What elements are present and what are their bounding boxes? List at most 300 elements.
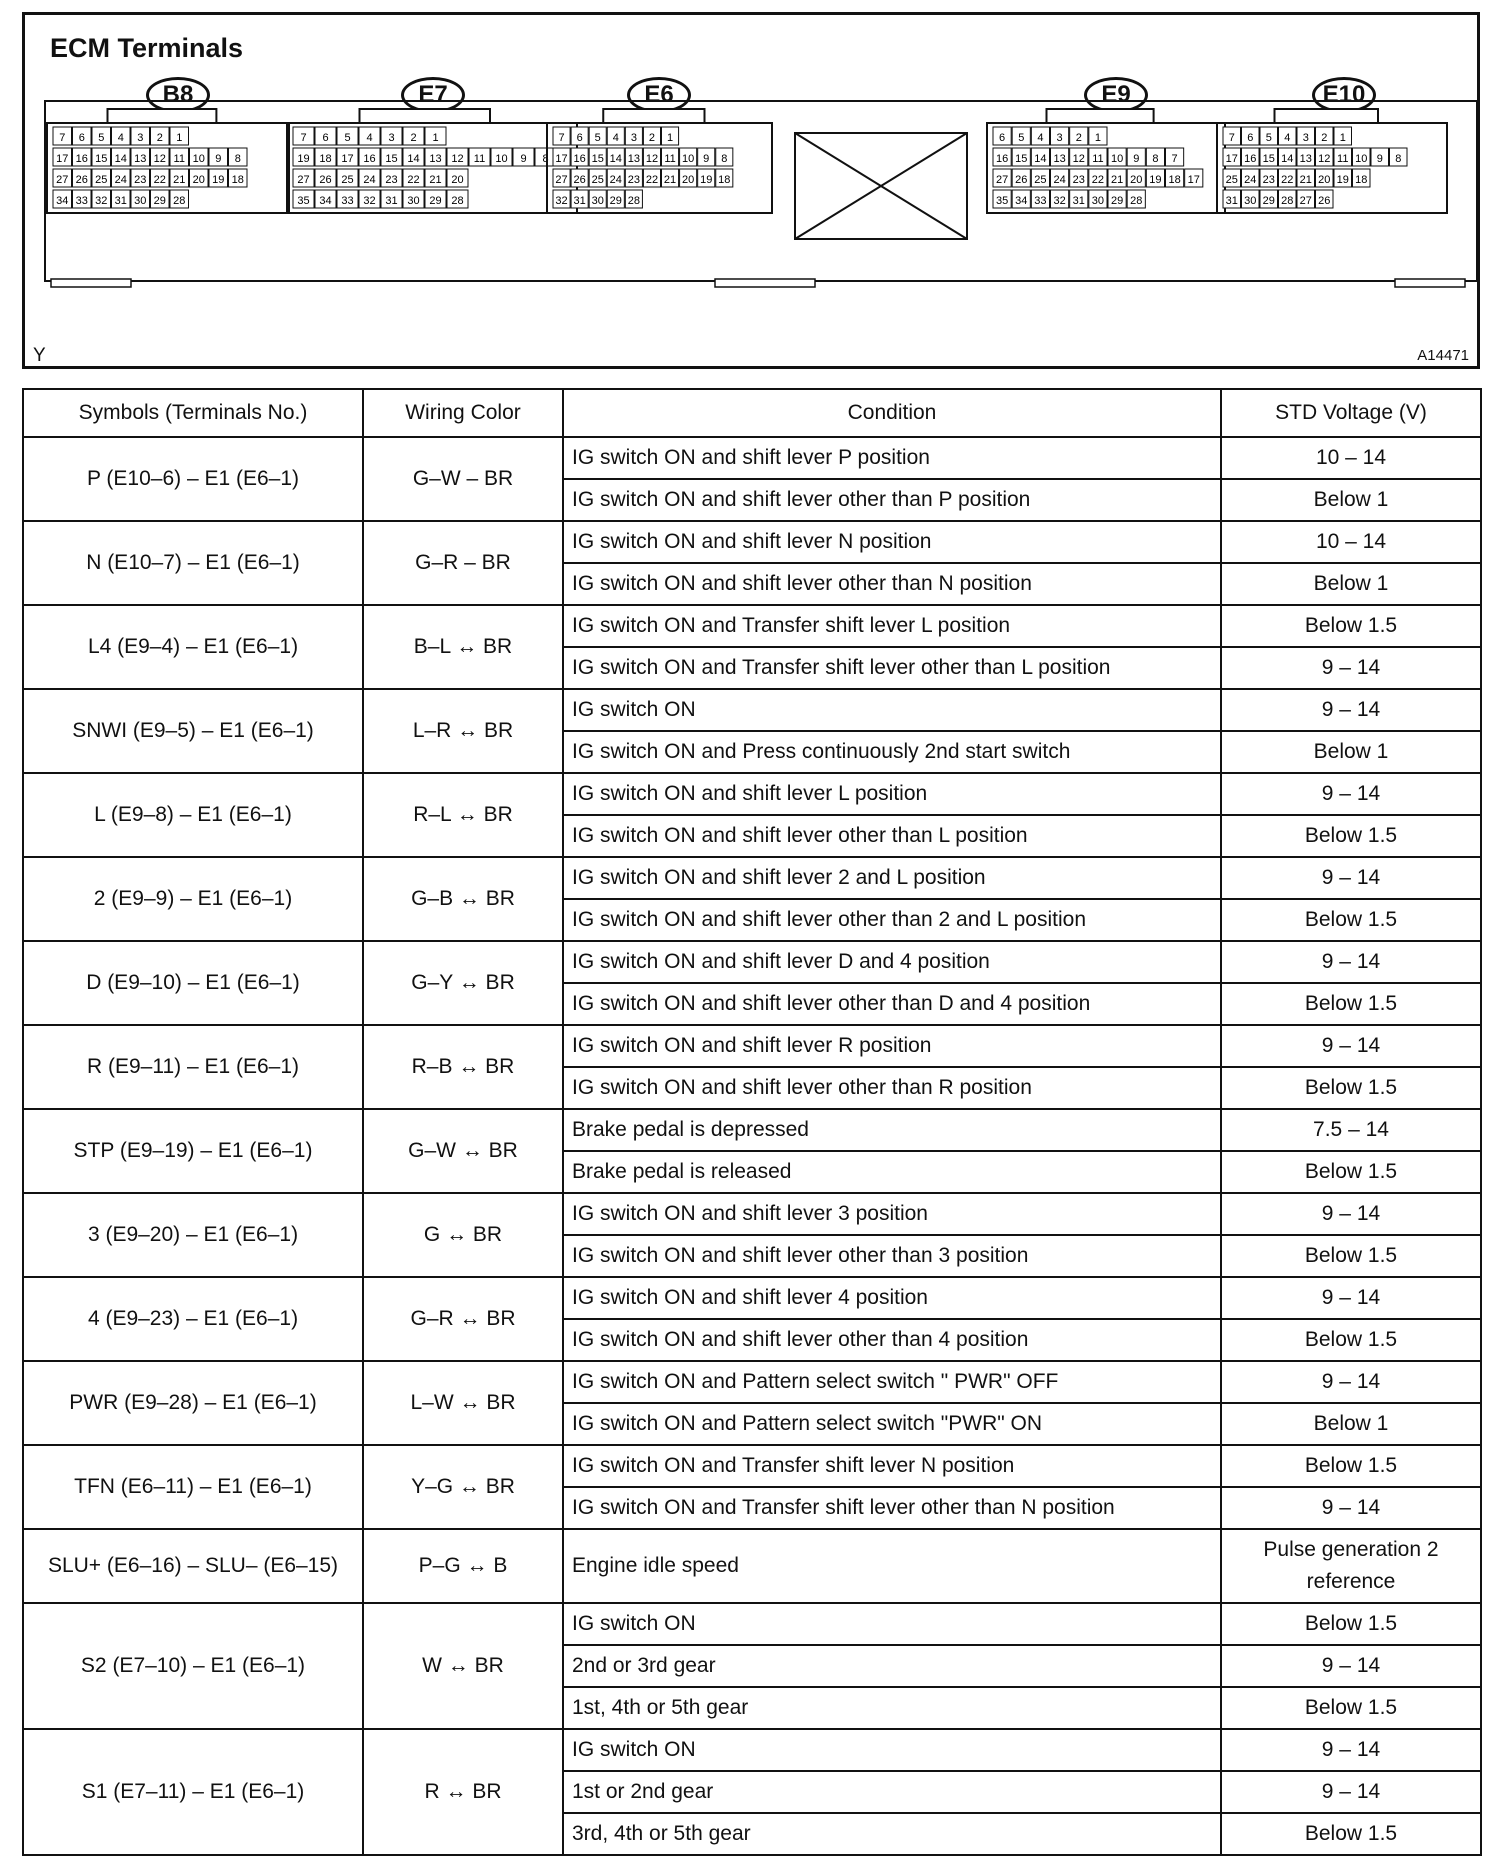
wiring-color-cell: G–W – BR xyxy=(363,437,563,521)
pin-number: 7 xyxy=(300,132,307,144)
pin-number: 23 xyxy=(385,174,398,186)
pin-number: 26 xyxy=(1015,174,1028,186)
pin-number: 30 xyxy=(1244,195,1257,207)
voltage-cell xyxy=(1221,1529,1481,1603)
pin-number: 9 xyxy=(520,153,527,165)
pin-number: 2 xyxy=(1075,132,1082,144)
symbol-cell: P (E10–6) – E1 (E6–1) xyxy=(23,437,363,521)
table-row xyxy=(23,857,1481,899)
pin-number: 19 xyxy=(1149,174,1162,186)
symbol-cell: 3 (E9–20) – E1 (E6–1) xyxy=(23,1193,363,1277)
condition-cell: IG switch ON and Pattern select switch "PWR" ON xyxy=(563,1403,1221,1445)
table-row xyxy=(23,773,1481,815)
pin-number: 14 xyxy=(609,153,622,165)
pin-number: 29 xyxy=(609,195,622,207)
terminal-table-wrap xyxy=(22,388,1480,1856)
pin-number: 13 xyxy=(134,153,147,165)
pin-number: 30 xyxy=(591,195,604,207)
pin-number: 13 xyxy=(1053,153,1066,165)
voltage-cell: Below 1.5 xyxy=(1221,1603,1481,1645)
pin-number: 28 xyxy=(173,195,186,207)
symbol-cell: L (E9–8) – E1 (E6–1) xyxy=(23,773,363,857)
table-row xyxy=(23,941,1481,983)
symbol-cell: R (E9–11) – E1 (E6–1) xyxy=(23,1025,363,1109)
pin-number: 19 xyxy=(212,174,225,186)
pin-number: 26 xyxy=(1318,195,1331,207)
condition-cell: IG switch ON xyxy=(563,1729,1221,1771)
table-row xyxy=(23,1603,1481,1645)
pin-number: 6 xyxy=(576,132,583,144)
table-row xyxy=(23,1109,1481,1151)
voltage-cell: 9 – 14 xyxy=(1221,689,1481,731)
pin-number: 20 xyxy=(451,174,464,186)
pin-number: 20 xyxy=(1130,174,1143,186)
condition-cell: IG switch ON and shift lever 4 position xyxy=(563,1277,1221,1319)
pin-number: 33 xyxy=(1034,195,1047,207)
pin-number: 22 xyxy=(645,174,659,186)
pin-number: 25 xyxy=(341,174,354,186)
pin-number: 25 xyxy=(1225,174,1238,186)
condition-cell: IG switch ON and shift lever N position xyxy=(563,521,1221,563)
table-row xyxy=(23,1025,1481,1067)
pin-number: 22 xyxy=(1281,174,1294,186)
pin-number: 2 xyxy=(648,132,656,144)
condition-cell: Brake pedal is depressed xyxy=(563,1109,1221,1151)
symbol-cell: L4 (E9–4) – E1 (E6–1) xyxy=(23,605,363,689)
condition-cell: IG switch ON and shift lever other than 2 and L position xyxy=(563,899,1221,941)
pin-number: 32 xyxy=(1053,195,1066,207)
pin-number: 18 xyxy=(319,153,332,165)
connector-label-e9: E9 xyxy=(1084,77,1148,113)
pin-number: 8 xyxy=(234,153,241,165)
condition-cell: IG switch ON and shift lever other than 4 position xyxy=(563,1319,1221,1361)
pin-number: 6 xyxy=(1247,132,1254,144)
voltage-cell: Below 1.5 xyxy=(1221,1067,1481,1109)
pin-number: 29 xyxy=(1262,195,1275,207)
connector-latch xyxy=(108,109,217,123)
condition-cell: IG switch ON and Transfer shift lever L position xyxy=(563,605,1221,647)
voltage-cell: 9 – 14 xyxy=(1221,1361,1481,1403)
wiring-color-cell: G–W ↔ BR xyxy=(363,1109,563,1193)
pin-number: 16 xyxy=(995,153,1009,165)
connector-label-e10: E10 xyxy=(1312,77,1376,113)
pin-number: 23 xyxy=(627,174,640,186)
condition-cell: IG switch ON and Transfer shift lever N position xyxy=(563,1445,1221,1487)
wiring-color-cell: R ↔ BR xyxy=(363,1729,563,1855)
pin-number: 6 xyxy=(322,132,329,144)
pin-number: 17 xyxy=(56,153,69,165)
pin-number: 15 xyxy=(591,153,604,165)
pin-number: 28 xyxy=(1281,195,1294,207)
pin-number: 11 xyxy=(1092,153,1104,165)
pin-number: 24 xyxy=(1053,174,1066,186)
connector-latch xyxy=(1047,109,1154,123)
housing-tab xyxy=(715,279,815,287)
pin-number: 12 xyxy=(153,153,166,165)
pin-number: 25 xyxy=(1034,174,1047,186)
pin-number: 27 xyxy=(297,174,310,186)
connector-label-e7: E7 xyxy=(401,77,465,113)
voltage-cell: Below 1.5 xyxy=(1221,1813,1481,1855)
voltage-cell: Below 1.5 xyxy=(1221,1687,1481,1729)
condition-cell: IG switch ON and shift lever R position xyxy=(563,1025,1221,1067)
pin-number: 25 xyxy=(95,174,108,186)
pin-number: 31 xyxy=(385,195,398,207)
condition-cell: IG switch ON and shift lever 3 position xyxy=(563,1193,1221,1235)
pin-number: 10 xyxy=(495,153,508,165)
pin-number: 19 xyxy=(297,153,310,165)
pin-number: 3 xyxy=(1056,132,1063,144)
ecm-terminal-diagram xyxy=(22,12,1480,369)
pin-number: 12 xyxy=(645,153,659,165)
voltage-cell: Below 1 xyxy=(1221,731,1481,773)
pin-number: 11 xyxy=(473,153,486,165)
pin-number: 13 xyxy=(627,153,640,165)
condition-cell: IG switch ON and shift lever 2 and L position xyxy=(563,857,1221,899)
condition-cell: IG switch ON and Pattern select switch " PWR" OFF xyxy=(563,1361,1221,1403)
connector-label-b8: B8 xyxy=(146,77,210,113)
terminal-table xyxy=(22,388,1482,1856)
housing-tab xyxy=(1395,279,1465,287)
symbol-cell: PWR (E9–28) – E1 (E6–1) xyxy=(23,1361,363,1445)
condition-cell: IG switch ON and Press continuously 2nd start switch xyxy=(563,731,1221,773)
symbol-cell: S1 (E7–11) – E1 (E6–1) xyxy=(23,1729,363,1855)
pin-number: 5 xyxy=(1018,132,1025,144)
pin-number: 4 xyxy=(612,132,619,144)
pin-number: 10 xyxy=(1110,153,1124,165)
pin-number: 31 xyxy=(1225,195,1238,207)
header-wiring-color: Wiring Color xyxy=(363,389,563,437)
condition-cell: 3rd, 4th or 5th gear xyxy=(563,1813,1221,1855)
pin-number: 1 xyxy=(176,132,183,144)
wiring-color-cell: G ↔ BR xyxy=(363,1193,563,1277)
pin-number: 29 xyxy=(1110,195,1124,207)
pin-number: 6 xyxy=(999,132,1006,144)
condition-cell: 2nd or 3rd gear xyxy=(563,1645,1221,1687)
pin-number: 7 xyxy=(558,132,565,144)
pin-number: 18 xyxy=(718,174,731,186)
pin-number: 13 xyxy=(1299,153,1312,165)
pin-number: 31 xyxy=(573,195,586,207)
header-symbols: Symbols (Terminals No.) xyxy=(23,389,363,437)
pin-number: 6 xyxy=(78,132,85,144)
pin-number: 24 xyxy=(114,174,127,186)
pin-number: 4 xyxy=(366,132,373,144)
wiring-color-cell: L–W ↔ BR xyxy=(363,1361,563,1445)
voltage-cell: 9 – 14 xyxy=(1221,1193,1481,1235)
voltage-cell: 9 – 14 xyxy=(1221,1645,1481,1687)
voltage-cell: Below 1.5 xyxy=(1221,815,1481,857)
pin-number: 20 xyxy=(1318,174,1331,186)
symbol-cell: S2 (E7–10) – E1 (E6–1) xyxy=(23,1603,363,1729)
pin-number: 35 xyxy=(297,195,310,207)
voltage-cell: Below 1.5 xyxy=(1221,1235,1481,1277)
pin-number: 17 xyxy=(341,153,354,165)
pin-number: 21 xyxy=(1299,174,1312,186)
table-row xyxy=(23,1729,1481,1771)
pin-number: 8 xyxy=(542,153,549,165)
voltage-cell: Below 1.5 xyxy=(1221,983,1481,1025)
condition-cell: IG switch ON and shift lever other than 3 position xyxy=(563,1235,1221,1277)
pin-number: 17 xyxy=(555,153,568,165)
table-row xyxy=(23,521,1481,563)
symbol-cell: SNWI (E9–5) – E1 (E6–1) xyxy=(23,689,363,773)
voltage-cell: Below 1.5 xyxy=(1221,605,1481,647)
pin-number: 26 xyxy=(573,174,586,186)
connector-label-e6: E6 xyxy=(627,77,691,113)
symbol-cell: N (E10–7) – E1 (E6–1) xyxy=(23,521,363,605)
pin-number: 22 xyxy=(407,174,420,186)
pin-number: 11 xyxy=(1337,153,1349,165)
pin-number: 7 xyxy=(1228,132,1235,144)
pin-number: 11 xyxy=(173,153,185,165)
pin-number: 5 xyxy=(98,132,105,144)
condition-cell: IG switch ON and shift lever other than L position xyxy=(563,815,1221,857)
condition-cell: IG switch ON xyxy=(563,1603,1221,1645)
pin-number: 24 xyxy=(609,174,622,186)
pin-number: 1 xyxy=(432,132,439,144)
pin-number: 7 xyxy=(59,132,66,144)
pin-number: 34 xyxy=(319,195,332,207)
voltage-line: Pulse generation 2 xyxy=(1263,1538,1439,1561)
wiring-color-cell: P–G ↔ B xyxy=(363,1529,563,1603)
pin-number: 14 xyxy=(1034,153,1047,165)
connector-latch xyxy=(603,109,704,123)
connector-blocks xyxy=(25,15,1477,366)
condition-cell: IG switch ON xyxy=(563,689,1221,731)
condition-cell: IG switch ON and shift lever other than R position xyxy=(563,1067,1221,1109)
pin-number: 3 xyxy=(388,132,395,144)
symbol-cell: SLU+ (E6–16) – SLU– (E6–15) xyxy=(23,1529,363,1603)
header-condition: Condition xyxy=(563,389,1221,437)
pin-number: 14 xyxy=(1281,153,1294,165)
wiring-color-cell: G–Y ↔ BR xyxy=(363,941,563,1025)
voltage-cell: Below 1.5 xyxy=(1221,1445,1481,1487)
condition-cell: IG switch ON and shift lever P position xyxy=(563,437,1221,479)
pin-number: 24 xyxy=(1244,174,1257,186)
voltage-cell: Below 1.5 xyxy=(1221,1151,1481,1193)
wiring-color-cell: R–B ↔ BR xyxy=(363,1025,563,1109)
pin-number: 9 xyxy=(703,153,710,165)
pin-number: 14 xyxy=(407,153,420,165)
pin-number: 1 xyxy=(1339,132,1346,144)
table-row xyxy=(23,437,1481,479)
pin-number: 34 xyxy=(1015,195,1028,207)
pin-number: 25 xyxy=(591,174,604,186)
voltage-cell: 9 – 14 xyxy=(1221,647,1481,689)
pin-number: 9 xyxy=(215,153,222,165)
pin-number: 19 xyxy=(700,174,713,186)
pin-number: 27 xyxy=(1299,195,1312,207)
pin-number: 29 xyxy=(153,195,166,207)
pin-number: 23 xyxy=(1072,174,1085,186)
pin-number: 22 xyxy=(153,174,166,186)
symbol-cell: 4 (E9–23) – E1 (E6–1) xyxy=(23,1277,363,1361)
pin-number: 17 xyxy=(1225,153,1238,165)
pin-number: 5 xyxy=(344,132,351,144)
wiring-color-cell: G–B ↔ BR xyxy=(363,857,563,941)
pin-number: 1 xyxy=(666,132,674,144)
pin-number: 26 xyxy=(75,174,88,186)
pin-number: 3 xyxy=(630,132,637,144)
voltage-cell: 9 – 14 xyxy=(1221,773,1481,815)
pin-number: 5 xyxy=(594,132,601,144)
pin-number: 28 xyxy=(1130,195,1143,207)
pin-number: 32 xyxy=(95,195,108,207)
pin-number: 12 xyxy=(1072,153,1085,165)
table-row xyxy=(23,689,1481,731)
pin-number: 23 xyxy=(134,174,147,186)
pin-number: 21 xyxy=(173,174,186,186)
pin-number: 29 xyxy=(429,195,442,207)
connector-latch xyxy=(360,109,491,123)
table-row xyxy=(23,1193,1481,1235)
pin-number: 7 xyxy=(1171,153,1178,165)
voltage-cell: 9 – 14 xyxy=(1221,1025,1481,1067)
pin-number: 10 xyxy=(682,153,695,165)
table-row xyxy=(23,605,1481,647)
pin-number: 2 xyxy=(1321,132,1328,144)
symbol-cell: TFN (E6–11) – E1 (E6–1) xyxy=(23,1445,363,1529)
table-row xyxy=(23,1277,1481,1319)
pin-number: 21 xyxy=(1110,174,1124,186)
table-header-row xyxy=(23,389,1481,437)
pin-number: 8 xyxy=(1152,153,1159,165)
pin-number: 11 xyxy=(664,153,676,165)
pin-number: 8 xyxy=(721,153,728,165)
condition-cell: IG switch ON and shift lever other than P position xyxy=(563,479,1221,521)
voltage-cell: 9 – 14 xyxy=(1221,1771,1481,1813)
wiring-color-cell: G–R – BR xyxy=(363,521,563,605)
voltage-cell: 9 – 14 xyxy=(1221,1277,1481,1319)
pin-number: 23 xyxy=(1262,174,1275,186)
pin-number: 20 xyxy=(682,174,695,186)
pin-number: 26 xyxy=(319,174,332,186)
pin-number: 24 xyxy=(363,174,376,186)
pin-number: 15 xyxy=(95,153,108,165)
voltage-cell: Below 1.5 xyxy=(1221,899,1481,941)
pin-number: 10 xyxy=(192,153,205,165)
pin-number: 13 xyxy=(429,153,442,165)
diagram-title: ECM Terminals xyxy=(50,33,244,63)
pin-number: 34 xyxy=(56,195,69,207)
condition-cell: 1st or 2nd gear xyxy=(563,1771,1221,1813)
header-std-voltage: STD Voltage (V) xyxy=(1221,389,1481,437)
pin-number: 28 xyxy=(627,195,640,207)
voltage-line: reference xyxy=(1306,1570,1396,1593)
pin-number: 32 xyxy=(555,195,568,207)
pin-number: 1 xyxy=(1094,132,1101,144)
wiring-color-cell: B–L ↔ BR xyxy=(363,605,563,689)
pin-number: 27 xyxy=(555,174,568,186)
condition-cell: IG switch ON and shift lever other than N position xyxy=(563,563,1221,605)
pin-number: 30 xyxy=(407,195,420,207)
pin-number: 30 xyxy=(134,195,147,207)
pin-number: 15 xyxy=(1015,153,1028,165)
diagram-corner-label: Y xyxy=(33,345,46,366)
condition-cell: IG switch ON and Transfer shift lever other than N position xyxy=(563,1487,1221,1529)
pin-number: 16 xyxy=(363,153,376,165)
pin-number: 33 xyxy=(341,195,354,207)
pin-number: 15 xyxy=(385,153,398,165)
pin-number: 12 xyxy=(1318,153,1331,165)
condition-cell: Brake pedal is released xyxy=(563,1151,1221,1193)
pin-number: 12 xyxy=(451,153,464,165)
pin-number: 4 xyxy=(1284,132,1291,144)
pin-number: 35 xyxy=(995,195,1009,207)
symbol-cell: STP (E9–19) – E1 (E6–1) xyxy=(23,1109,363,1193)
wiring-color-cell: R–L ↔ BR xyxy=(363,773,563,857)
wiring-color-cell: L–R ↔ BR xyxy=(363,689,563,773)
pin-number: 16 xyxy=(573,153,586,165)
pin-number: 30 xyxy=(1091,195,1105,207)
pin-number: 5 xyxy=(1265,132,1272,144)
voltage-cell: 9 – 14 xyxy=(1221,1487,1481,1529)
pin-number: 16 xyxy=(1244,153,1257,165)
condition-cell: IG switch ON and shift lever D and 4 position xyxy=(563,941,1221,983)
pin-number: 33 xyxy=(75,195,88,207)
pin-number: 18 xyxy=(1168,174,1181,186)
pin-number: 21 xyxy=(663,174,677,186)
pin-number: 15 xyxy=(1262,153,1275,165)
wiring-color-cell: G–R ↔ BR xyxy=(363,1277,563,1361)
pin-number: 27 xyxy=(995,174,1009,186)
wiring-color-cell: Y–G ↔ BR xyxy=(363,1445,563,1529)
pin-number: 4 xyxy=(1037,132,1044,144)
table-row xyxy=(23,1361,1481,1403)
condition-cell: Engine idle speed xyxy=(563,1529,1221,1603)
pin-number: 27 xyxy=(56,174,69,186)
pin-number: 28 xyxy=(451,195,464,207)
pin-number: 3 xyxy=(137,132,144,144)
voltage-cell: Below 1 xyxy=(1221,563,1481,605)
voltage-cell: Below 1 xyxy=(1221,1403,1481,1445)
voltage-cell: 9 – 14 xyxy=(1221,1729,1481,1771)
pin-number: 18 xyxy=(231,174,244,186)
voltage-cell: 7.5 – 14 xyxy=(1221,1109,1481,1151)
voltage-cell: 9 – 14 xyxy=(1221,857,1481,899)
pin-number: 22 xyxy=(1091,174,1105,186)
pin-number: 9 xyxy=(1133,153,1140,165)
voltage-cell: 10 – 14 xyxy=(1221,521,1481,563)
pin-number: 31 xyxy=(114,195,127,207)
pin-number: 14 xyxy=(114,153,127,165)
voltage-cell: 9 – 14 xyxy=(1221,941,1481,983)
pin-number: 9 xyxy=(1376,153,1383,165)
pin-number: 16 xyxy=(75,153,88,165)
condition-cell: IG switch ON and shift lever other than D and 4 position xyxy=(563,983,1221,1025)
voltage-cell: 10 – 14 xyxy=(1221,437,1481,479)
pin-number: 32 xyxy=(363,195,376,207)
pin-number: 4 xyxy=(117,132,124,144)
condition-cell: IG switch ON and shift lever L position xyxy=(563,773,1221,815)
pin-number: 8 xyxy=(1395,153,1402,165)
pin-number: 17 xyxy=(1187,174,1200,186)
pin-number: 18 xyxy=(1355,174,1368,186)
pin-number: 10 xyxy=(1355,153,1368,165)
pin-number: 21 xyxy=(429,174,442,186)
diagram-reference-code: A14471 xyxy=(1417,347,1469,364)
housing-tab xyxy=(51,279,131,287)
pin-number: 3 xyxy=(1302,132,1309,144)
connector-latch xyxy=(1275,109,1379,123)
voltage-cell: Below 1.5 xyxy=(1221,1319,1481,1361)
table-body xyxy=(23,437,1481,1855)
symbol-cell: D (E9–10) – E1 (E6–1) xyxy=(23,941,363,1025)
pin-number: 2 xyxy=(156,132,163,144)
voltage-cell: Below 1 xyxy=(1221,479,1481,521)
pin-number: 31 xyxy=(1072,195,1085,207)
